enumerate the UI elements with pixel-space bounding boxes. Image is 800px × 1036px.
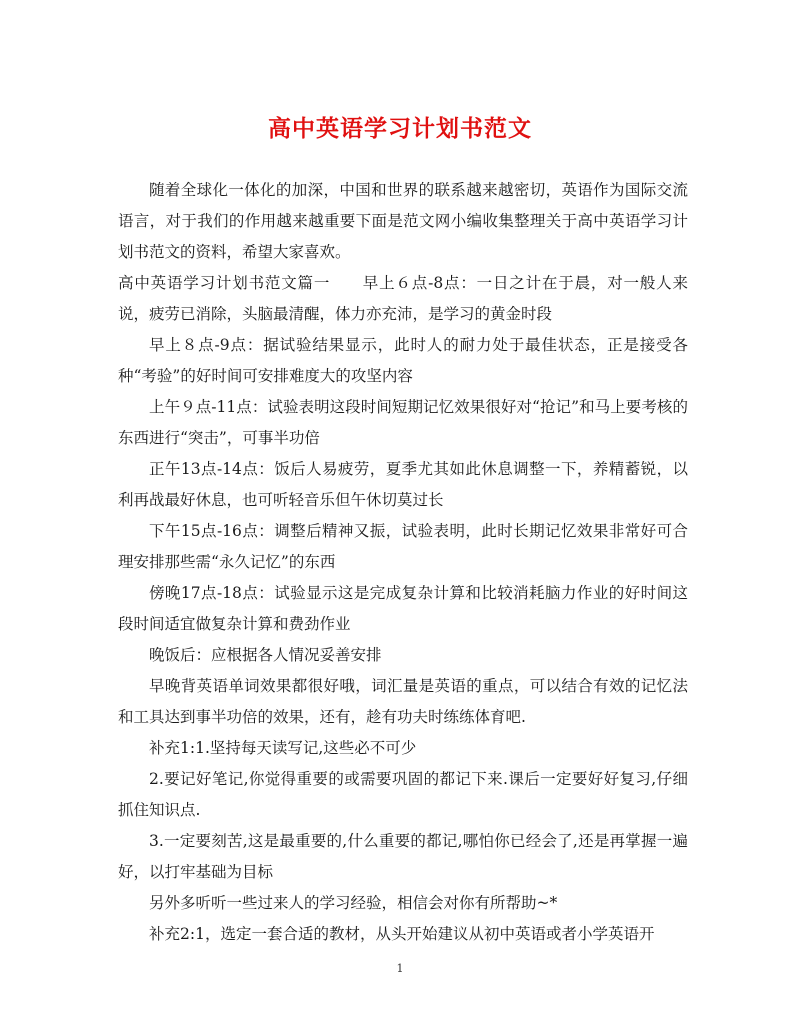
paragraph-17-18: 傍晚17点-18点：试验显示这是完成复杂计算和比较消耗脑力作业的好时间这段时间适宜做复杂计算和费劲作业 [118, 584, 688, 633]
paragraph-8-9: 早上８点-9点：据试验结果显示，此时人的耐力处于最佳状态，正是接受各种“考验”的好时间可安排难度大的攻坚内容 [118, 336, 688, 385]
paragraph-13-14: 正午13点-14点：饭后人易疲劳，夏季尤其如此休息调整一下，养精蓄锐，以利再战最好休息，也可听轻音乐但午休切莫过长 [118, 460, 688, 509]
paragraph-9-11: 上午９点-11点：试验表明这段时间短期记忆效果很好对“抢记”和马上要考核的东西进行“突击”，可事半功倍 [118, 398, 688, 447]
paragraph-intro: 随着全球化一体化的加深，中国和世界的联系越来越密切，英语作为国际交流语言，对于我们的作用越来越重要下面是范文网小编收集整理关于高中英语学习计划书范文的资料，希望大家喜欢。 [118, 181, 688, 261]
paragraph-diligence: 3.一定要刻苦,这是最重要的,什么重要的都记,哪怕你已经会了,还是再掌握一遍好，以打牢基础为目标 [118, 832, 688, 881]
paragraph-notes: 2.要记好笔记,你觉得重要的或需要巩固的都记下来.课后一定要好好复习,仔细抓住知识点. [118, 770, 688, 819]
page-number: 1 [396, 962, 404, 975]
document-title: 高中英语学习计划书范文 [268, 115, 532, 142]
document-body [118, 175, 688, 950]
paragraph-supplement-2: 补充2:1，选定一套合适的教材，从头开始建议从初中英语或者小学英语开 [149, 925, 655, 943]
paragraph-after-dinner: 晚饭后：应根据各人情况妥善安排 [149, 646, 382, 664]
paragraph-article-one: 高中英语学习计划书范文篇一 早上６点-8点：一日之计在于晨，对一般人来说，疲劳已消除，头脑最清醒，体力亦充沛，是学习的黄金时段 [118, 274, 688, 323]
paragraph-vocabulary: 早晚背英语单词效果都很好哦，词汇量是英语的重点，可以结合有效的记忆法和工具达到事半功倍的效果，还有，趁有功夫时练练体育吧. [118, 677, 688, 726]
paragraph-experience: 另外多听听一些过来人的学习经验，相信会对你有所帮助~* [149, 894, 558, 912]
paragraph-15-16: 下午15点-16点：调整后精神又振，试验表明，此时长期记忆效果非常好可合理安排那些需“永久记忆”的东西 [118, 522, 688, 571]
paragraph-supplement-1: 补充1:1.坚持每天读写记,这些必不可少 [149, 739, 417, 757]
